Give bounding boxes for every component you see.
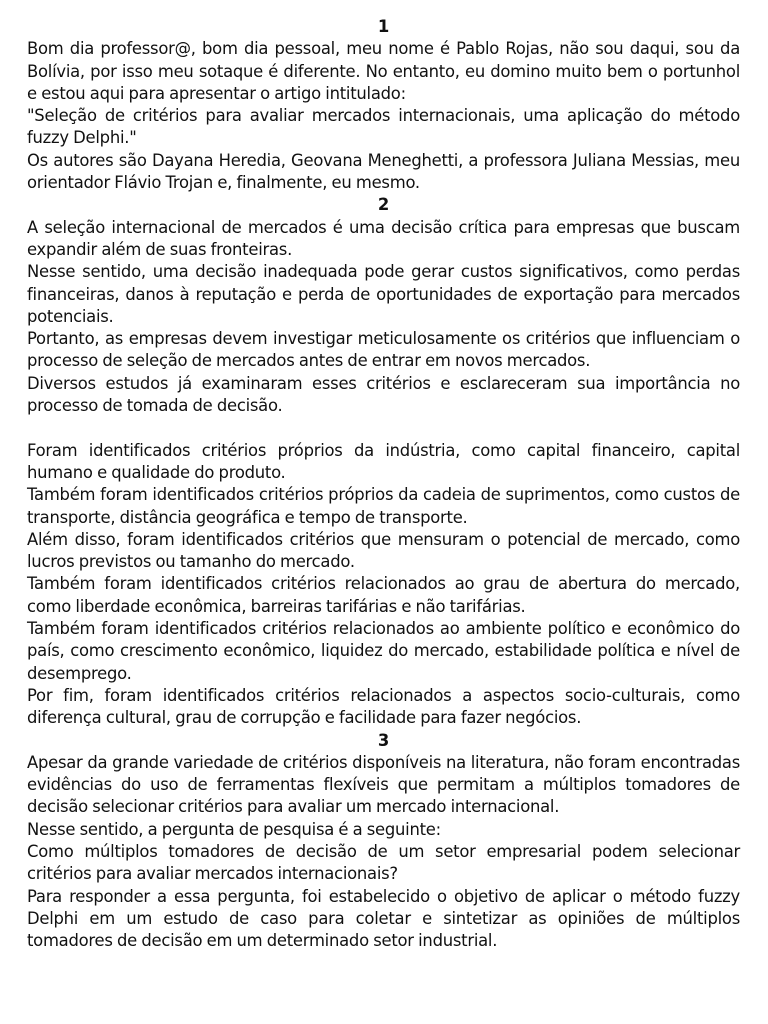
section-2 [27,194,740,729]
paragraph: Também foram identificados critérios relacionados ao grau de abertura do mercado, como liberdade econômica, barreiras tarifárias e não tarifárias. [27,574,740,616]
paragraph: Nesse sentido, a pergunta de pesquisa é a seguinte: [27,819,441,839]
paragraph: Nesse sentido, uma decisão inadequada pode gerar custos significativos, como perdas financeiras, danos à reputação e perda de oportunidades de exportação para mercados potenciais. [27,262,740,326]
paragraph: Também foram identificados critérios próprios da cadeia de suprimentos, como custos de transporte, distância geográfica e tempo de transporte. [27,485,740,527]
paragraph: Bom dia professor@, bom dia pessoal, meu nome é Pablo Rojas, não sou daqui, sou da Bolívia, por isso meu sotaque é diferente. No entanto, eu domino muito bem o portunhol e estou aqui para apresentar o artigo intitulado: [27,39,740,103]
paragraph: Apesar da grande variedade de critérios disponíveis na literatura, não foram encontradas evidências do uso de ferramentas flexíveis que permitam a múltiplos tomadores de decisão selecionar critérios para avaliar um mercado internacional. [27,752,740,817]
paragraph: Por fim, foram identificados critérios relacionados a aspectos socio-culturais, como diferença cultural, grau de corrupção e facilidade para fazer negócios. [27,685,740,728]
section-number: 3 [377,730,390,750]
paragraph: Diversos estudos já examinaram esses critérios e esclareceram sua importância no processo de tomada de decisão. [27,373,740,416]
section-number: 2 [377,195,390,215]
section-3 [27,730,740,953]
paragraph: Para responder a essa pergunta, foi estabelecido o objetivo de aplicar o método fuzzy Delphi em um estudo de caso para coletar e sintetizar as opiniões de múltiplos tomadores de decisão em um determinado setor industrial. [27,886,740,951]
paragraph: Foram identificados critérios próprios da indústria, como capital financeiro, capital humano e qualidade do produto. [27,440,740,482]
paragraph: Os autores são Dayana Heredia, Geovana Meneghetti, a professora Juliana Messias, meu orientador Flávio Trojan e, finalmente, eu mesmo. [27,150,740,193]
paragraph: A seleção internacional de mercados é uma decisão crítica para empresas que buscam expandir além de suas fronteiras. [27,217,740,259]
paragraph: "Seleção de critérios para avaliar mercados internacionais, uma aplicação do método fuzzy Delphi." [27,106,740,148]
blank-line [27,417,740,439]
section-number: 1 [377,17,390,36]
section-1 [27,16,740,194]
paragraph: Como múltiplos tomadores de decisão de um setor empresarial podem selecionar critérios para avaliar mercados internacionais? [27,841,740,884]
document-page [27,16,740,952]
paragraph: Portanto, as empresas devem investigar meticulosamente os critérios que influenciam o processo de seleção de mercados antes de entrar em novos mercados. [27,329,740,371]
paragraph: Além disso, foram identificados critérios que mensuram o potencial de mercado, como lucros previstos ou tamanho do mercado. [27,529,740,572]
paragraph: Também foram identificados critérios relacionados ao ambiente político e econômico do país, como crescimento econômico, liquidez do mercado, estabilidade política e nível de desemprego. [27,619,740,683]
